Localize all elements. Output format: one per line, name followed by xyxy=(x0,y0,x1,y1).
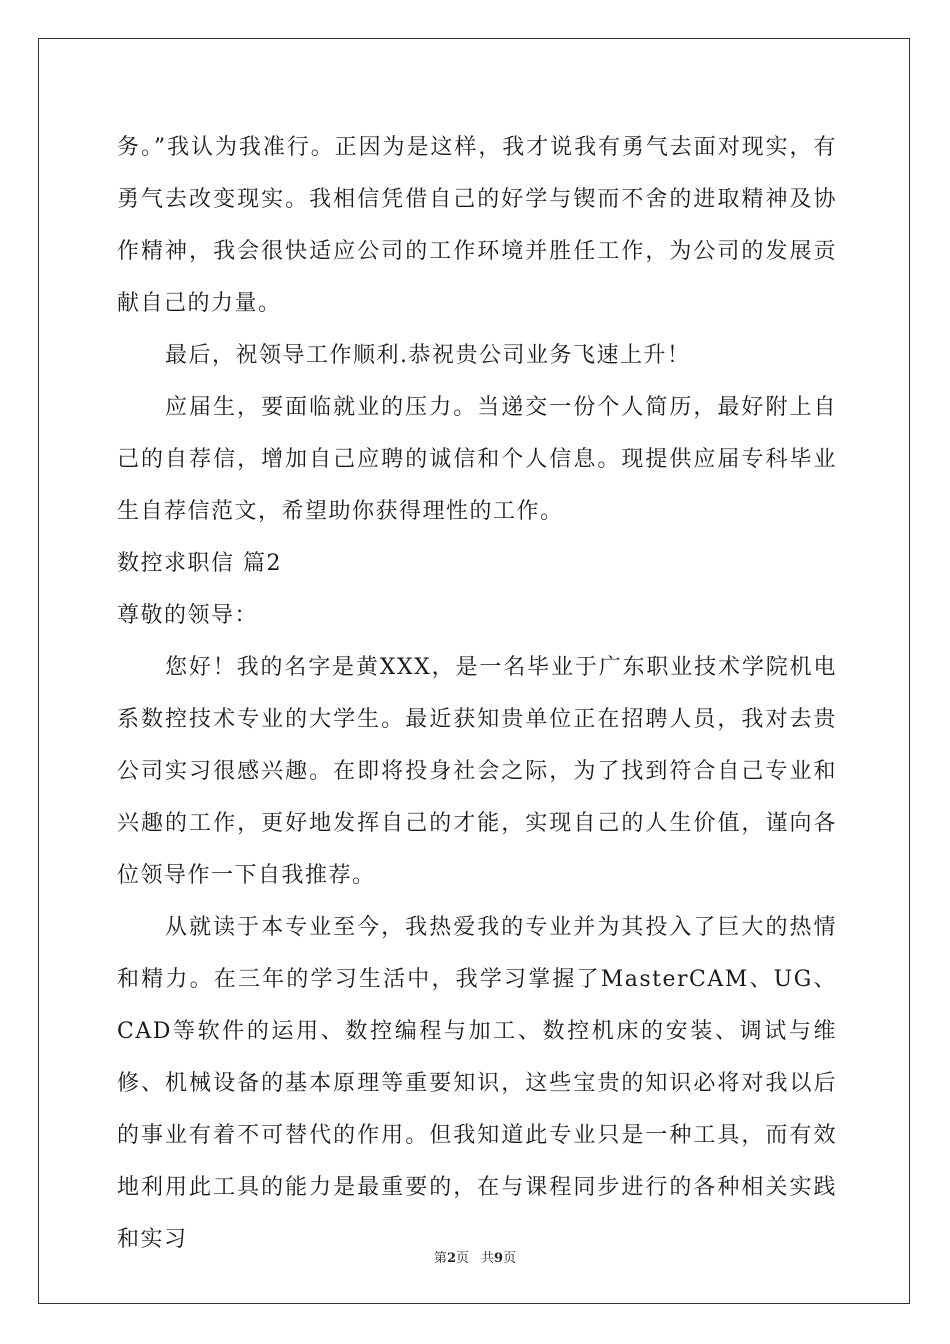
footer-page-suffix: 页 xyxy=(455,1251,469,1266)
section-heading: 数控求职信 篇2 xyxy=(117,551,282,576)
footer-total-prefix: 共 xyxy=(481,1251,495,1266)
salutation: 尊敬的领导： xyxy=(117,603,259,628)
paragraph-1: 务。”我认为我准行。正因为是这样，我才说我有勇气去面对现实，有勇气去改变现实。我相信凭借自己的好学与锲而不舍的进取精神及协作精神，我会很快适应公司的工作环境并胜任工作，为公司的发展贡献自己的力量。 xyxy=(117,135,837,316)
footer-page-number: 2 xyxy=(446,1251,456,1266)
paragraph-3: 应届生，要面临就业的压力。当递交一份个人简历，最好附上自己的自荐信，增加自己应聘的诚信和个人信息。现提供应届专科毕业生自荐信范文，希望助你获得理性的工作。 xyxy=(117,395,837,524)
paragraph-5: 从就读于本专业至今，我热爱我的专业并为其投入了巨大的热情和精力。在三年的学习生活中，我学习掌握了MasterCAM、UG、CAD等软件的运用、数控编程与加工、数控机床的安装、调试与维修、机械设备的基本原理等重要知识，这些宝贵的知识必将对我以后的事业有着不可替代的作用。但我知道此专业只是一种工具，而有效地利用此工具的能力是最重要的，在与课程同步进行的各种相关实践和实习 xyxy=(117,915,837,1252)
footer-total-suffix: 页 xyxy=(503,1251,517,1266)
paragraph-4: 您好！我的名字是黄XXX，是一名毕业于广东职业技术学院机电系数控技术专业的大学生。最近获知贵单位正在招聘人员，我对去贵公司实习很感兴趣。在即将投身社会之际，为了找到符合自己专业和兴趣的工作，更好地发挥自己的才能，实现自己的人生价值，谨向各位领导作一下自我推荐。 xyxy=(117,655,837,888)
paragraph-2: 最后，祝领导工作顺利.恭祝贵公司业务飞速上升！ xyxy=(165,343,691,368)
footer-total-pages: 9 xyxy=(494,1251,504,1266)
page-footer xyxy=(0,1247,950,1266)
document-body xyxy=(117,122,837,1266)
footer-page-prefix: 第 xyxy=(433,1251,447,1266)
